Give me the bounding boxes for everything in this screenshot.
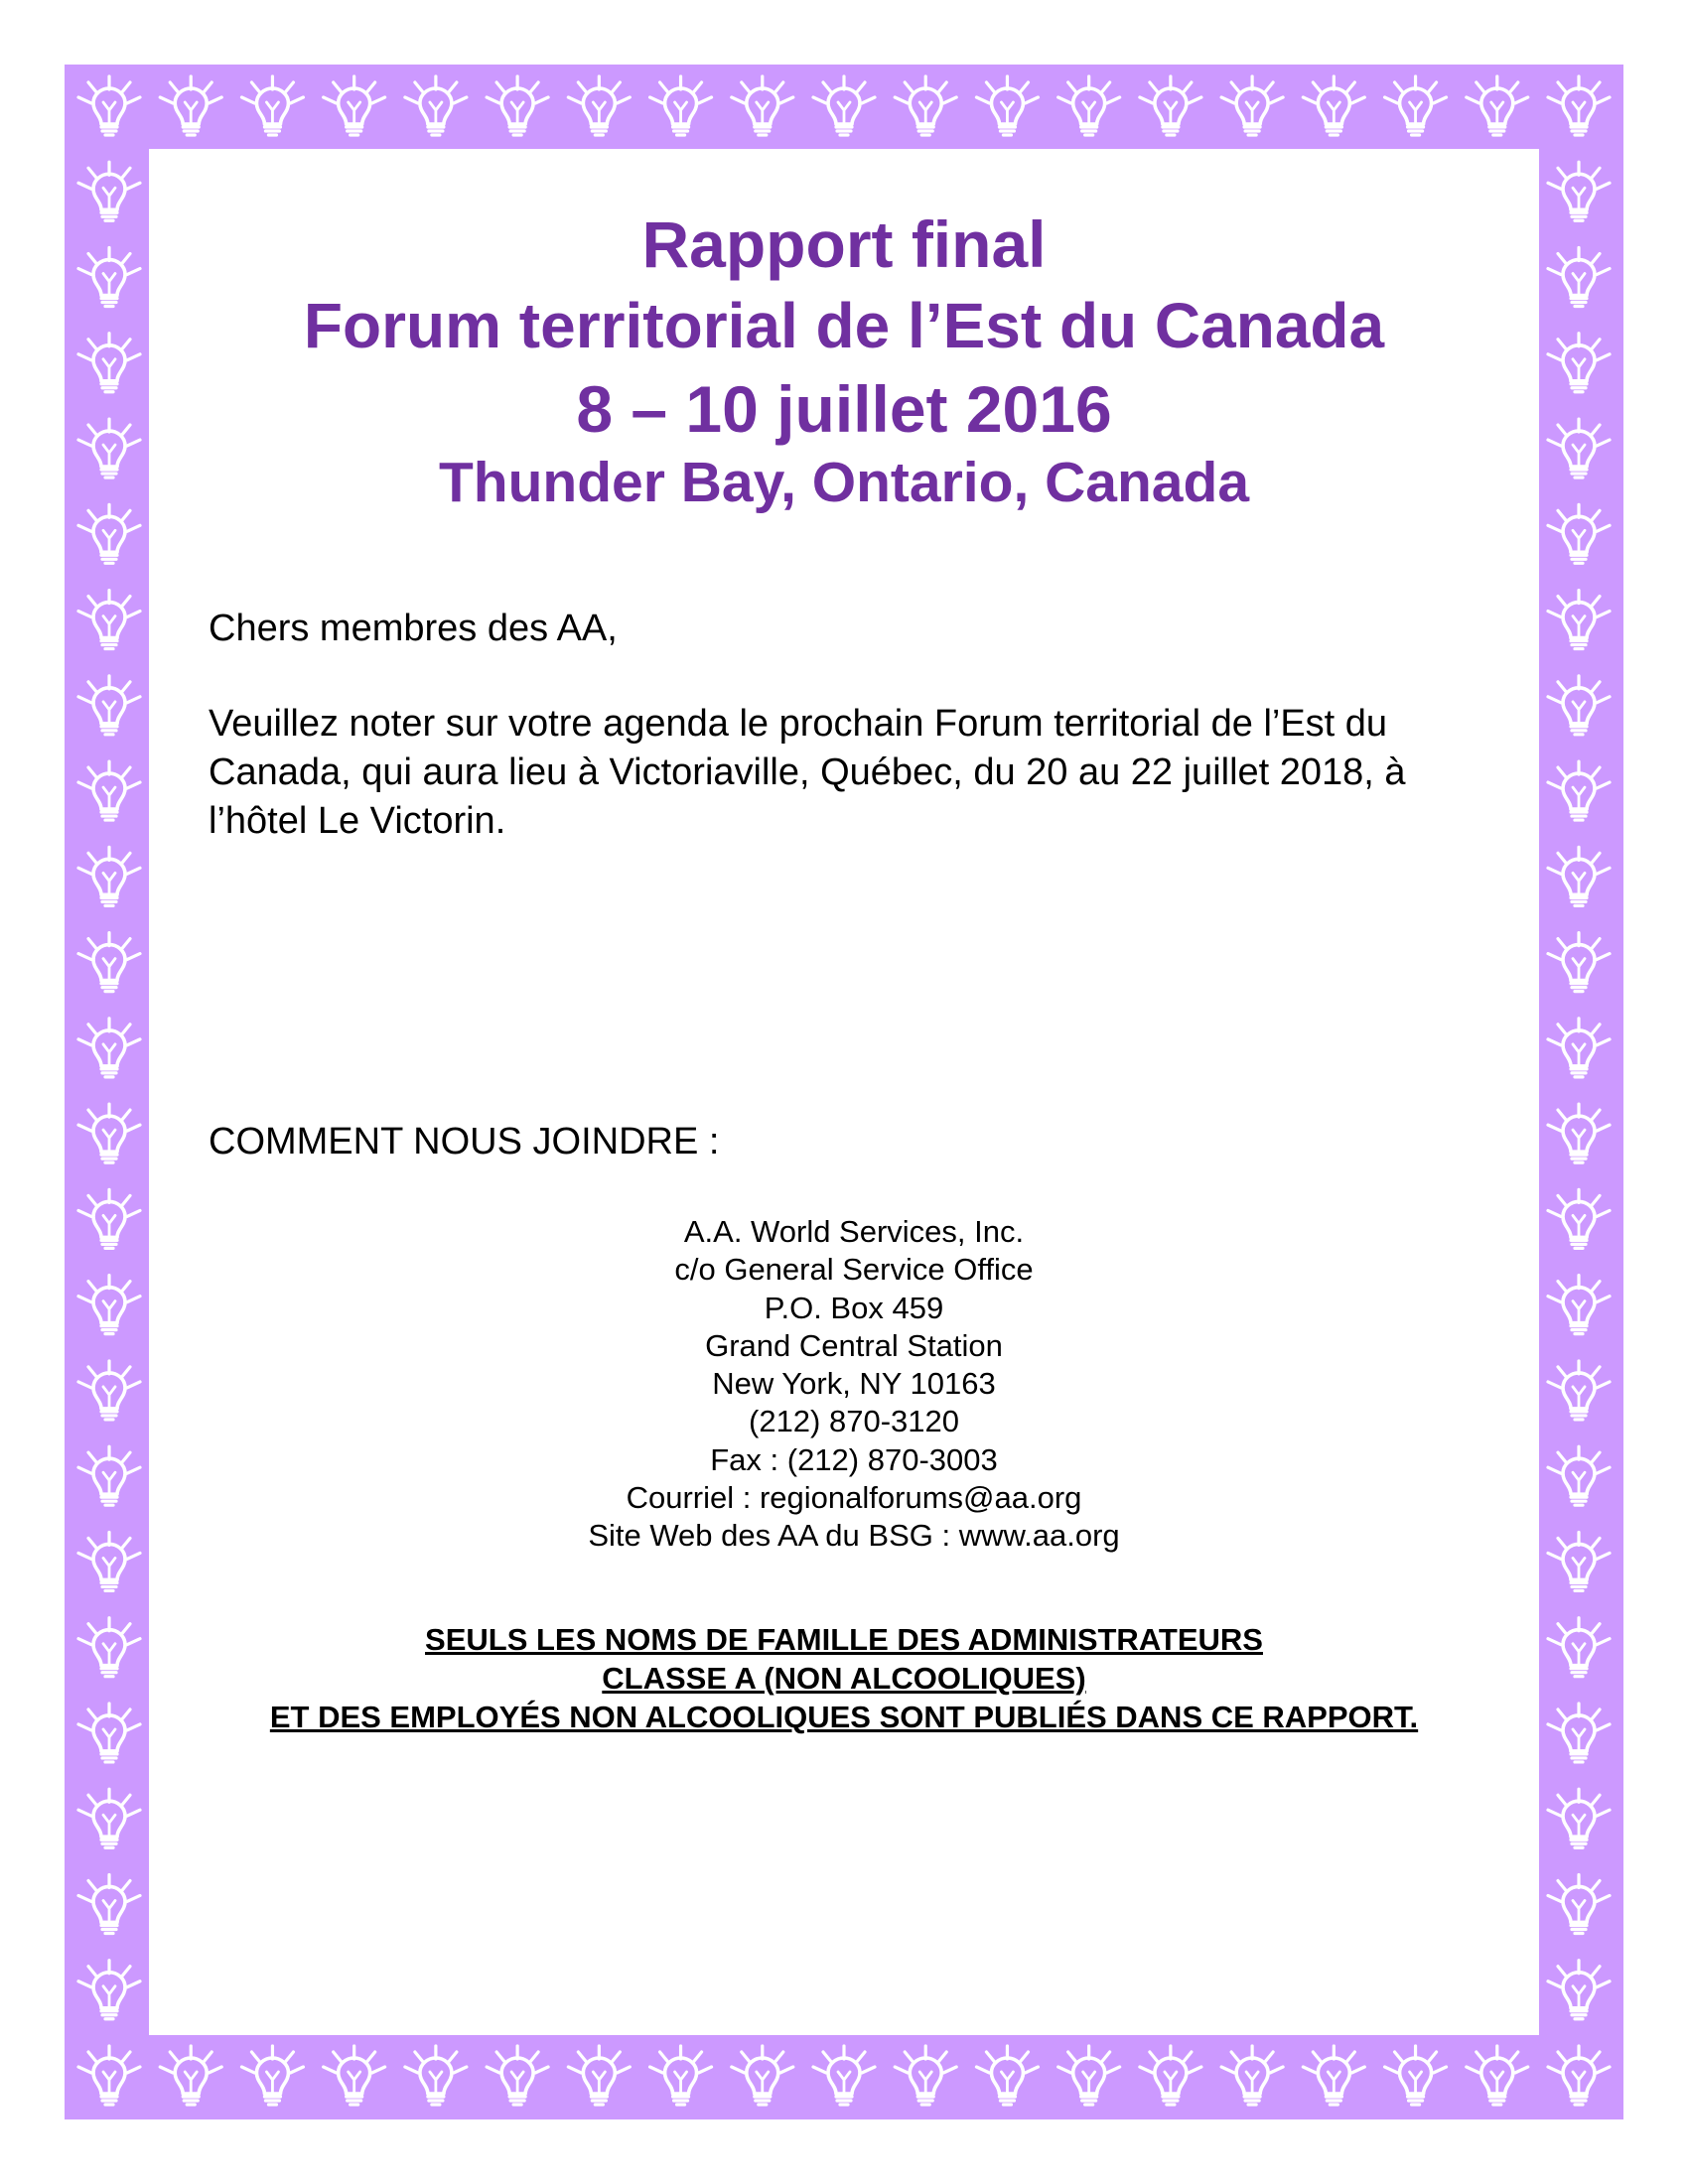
address-line: Grand Central Station [705,1327,1003,1363]
disclaimer [149,1620,1539,1736]
title-line-1: Rapport final [641,207,1047,281]
page-content [149,149,1539,2035]
title-line-2: Forum territorial de l’Est du Canada [303,290,1385,361]
address-block [149,1213,1559,1556]
email: Courriel : regionalforums@aa.org [626,1480,1082,1516]
greeting: Chers membres des AA, [209,608,618,649]
title-dates: 8 – 10 juillet 2016 [576,372,1112,446]
fax: Fax : (212) 870-3003 [710,1441,998,1477]
website: Site Web des AA du BSG : www.aa.org [588,1518,1120,1554]
address-line: P.O. Box 459 [764,1290,944,1325]
title-location: Thunder Bay, Ontario, Canada [438,451,1250,514]
phone: (212) 870-3120 [749,1404,959,1439]
disclaimer-line: SEULS LES NOMS DE FAMILLE DES ADMINISTRATEURS [425,1622,1263,1657]
address-line: c/o General Service Office [674,1252,1034,1288]
address-line: A.A. World Services, Inc. [683,1214,1025,1249]
address-line: New York, NY 10163 [712,1366,996,1402]
disclaimer-line: CLASSE A (NON ALCOOLIQUES) [602,1661,1086,1696]
notice-paragraph: Veuillez noter sur votre agenda le prochain Forum territorial de l’Est du Canada, qui aura lieu à Victoriaville, Québec, du 20 au 22 juillet 2018, à l’hôtel Le Victorin. [209,703,1406,842]
disclaimer-line: ET DES EMPLOYÉS NON ALCOOLIQUES SONT PUBLIÉS DANS CE RAPPORT. [269,1700,1419,1734]
contact-heading: COMMENT NOUS JOINDRE : [209,1121,720,1162]
